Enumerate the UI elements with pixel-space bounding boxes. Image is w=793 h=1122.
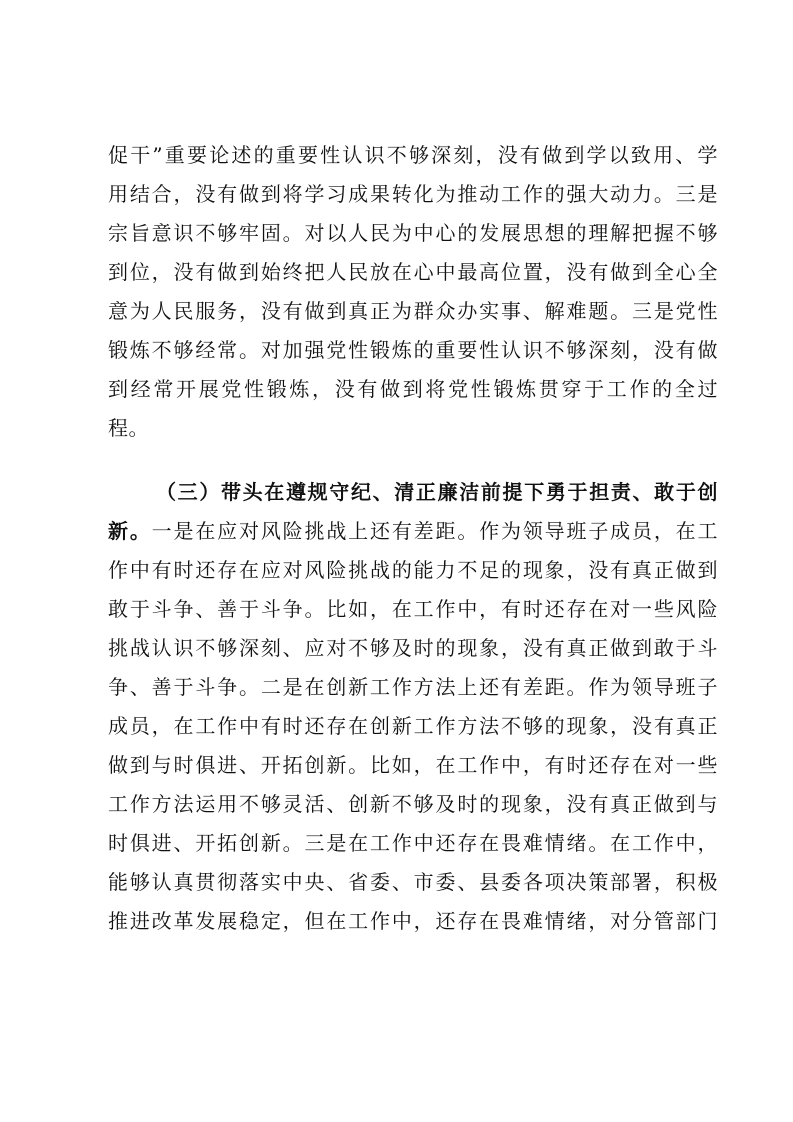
text-line: 作中有时还存在应对风险挑战的能力不足的现象，没有真正做到: [108, 558, 718, 582]
text-line: 时俱进、开拓创新。三是在工作中还存在畏难情绪。在工作中，: [108, 831, 718, 855]
body-text-run: 一是在应对风险挑战上还有差距。作为领导班子成员，在工: [151, 519, 719, 543]
text-line: 做到与时俱进、开拓创新。比如，在工作中，有时还存在对一些: [108, 753, 718, 777]
text-line: 宗旨意识不够牢固。对以人民为中心的发展思想的理解把握不够: [108, 221, 718, 245]
section-three-paragraph: [108, 473, 718, 941]
paragraph-continued: [108, 136, 718, 448]
text-line: 能够认真贯彻落实中央、省委、市委、县委各项决策部署，积极: [108, 870, 718, 894]
section-heading-end: 新。: [108, 519, 152, 543]
text-line: 工作方法运用不够灵活、创新不够及时的现象，没有真正做到与: [108, 792, 718, 816]
text-line: 敢于斗争、善于斗争。比如，在工作中，有时还存在对一些风险: [108, 597, 718, 621]
text-line: 挑战认识不够深刻、应对不够及时的现象，没有真正做到敢于斗: [108, 636, 718, 660]
text-line: [108, 512, 718, 551]
text-line: 意为人民服务，没有做到真正为群众办实事、解难题。三是党性: [108, 299, 718, 323]
text-line: 到位，没有做到始终把人民放在心中最高位置，没有做到全心全: [108, 260, 718, 284]
text-line: 争、善于斗争。二是在创新工作方法上还有差距。作为领导班子: [108, 675, 718, 699]
text-line: 推进改革发展稳定，但在工作中，还存在畏难情绪，对分管部门: [108, 909, 718, 933]
text-line: 成员，在工作中有时还存在创新工作方法不够的现象，没有真正: [108, 714, 718, 738]
section-heading-line: （三）带头在遵规守纪、清正廉洁前提下勇于担责、敢于创: [156, 480, 718, 504]
text-line: 到经常开展党性锻炼，没有做到将党性锻炼贯穿于工作的全过: [108, 377, 718, 401]
text-line: 锻炼不够经常。对加强党性锻炼的重要性认识不够深刻，没有做: [108, 338, 718, 362]
text-line: 用结合，没有做到将学习成果转化为推动工作的强大动力。三是: [108, 182, 718, 206]
text-line: 程。: [108, 416, 149, 440]
text-line: 促干”重要论述的重要性认识不够深刻，没有做到学以致用、学: [108, 143, 718, 167]
